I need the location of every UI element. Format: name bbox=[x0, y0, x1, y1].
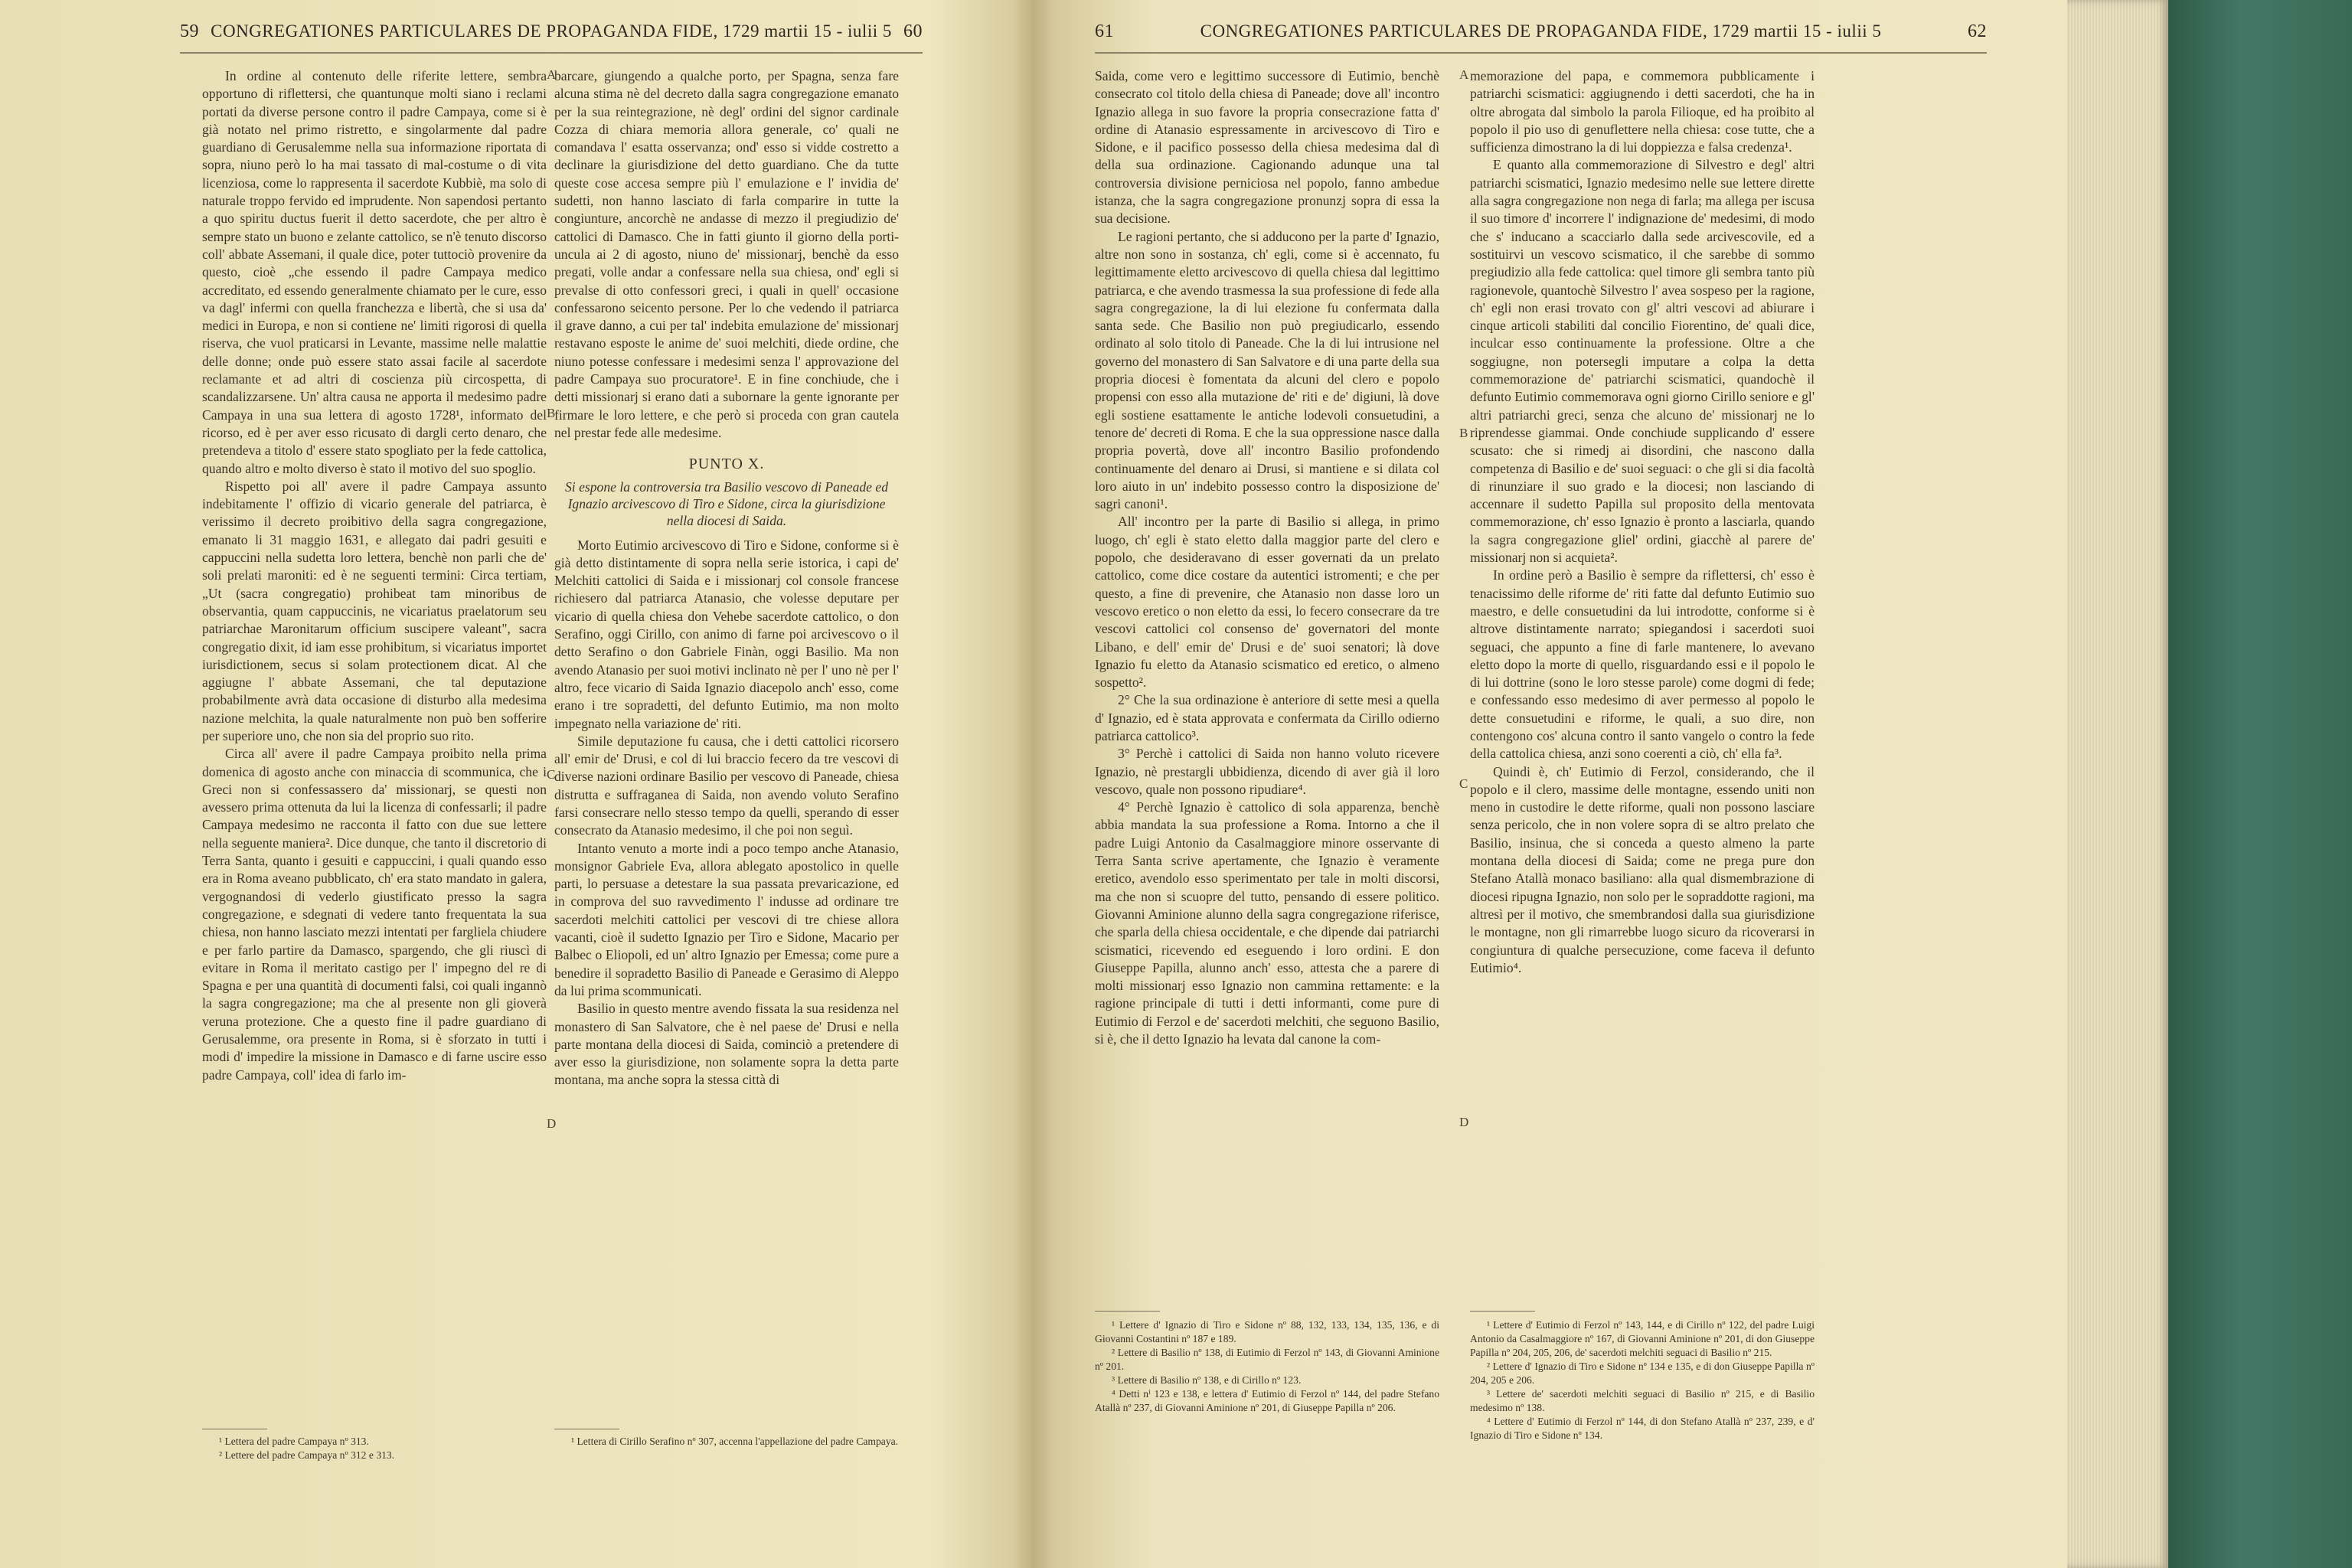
footnotes bbox=[202, 1435, 547, 1462]
paragraph: In ordine al contenuto delle riferite lettere, sembra opportuno di riflettersi, che quantunque molti siano i reclami portati da diverse persone contro il padre Campaya, come si è già notato nel primo ristretto, e singolarmente dal padre guardiano di Gerusalemme nella sua informazione riportata di sopra, niuno però lo ha mai tassato di mal-costume o di vita licenziosa, come lo rappresenta il sacerdote Kubbiè, ma solo di naturale troppo fervido ed imprudente. Non sapendosi pertanto a quo spiritu ductus fuerit il detto sacerdote, che per altro è sempre stato un buono e zelante cattolico, se n'è tenuto discorso coll' abbate Assemani, il quale dice, poter tuttociò provenire da questo, cioè „che essendo il padre Campaya medico accreditato, ed essendo generalmente chiamato per le cure, esso va dagl' infermi con quella franchezza e libertà, che si usa da' medici in Europa, e non si contiene ne' limiti rigorosi di quella riserva, che vuol praticarsi in Levante, massime nelle malattie delle donne; onde può essere stato assai facile al sacerdote reclamante et ad altri di coscienza più circospetta, di scandalizzarsene. Un' altra causa ne apporta il medesimo padre Campaya in una sua lettera di agosto 1728¹, informato del ricorso, ed è per aver esso ricusato di dargli certo denaro, che pretendeva a titolo d' essere stato spogliato per la fede cattolica, quando altro e molto diverso è stato il motivo del suo spoglio. bbox=[202, 68, 547, 476]
paragraph: Circa all' avere il padre Campaya proibito nella prima domenica di agosto anche con minaccia di scommunica, che i Greci non si confessassero da' missionarj, se questi non avessero prima ottenuta da lui la licenza di confessarli; il padre Campaya medesimo ne racconta il fatto con due sue lettere nella seguente maniera². Dice dunque, che tanto il discretorio di Terra Santa, quanto i gesuiti e cappuccini, i quali quando esso era in Roma aveano pubblicato, ch' era stato mandato in galera, vergognandosi di vederlo giustificato presso la sagra congregazione, e sdegnati di vedere tanto frequentata la sua chiesa, non hanno lasciato mezzi intentati per fargliela chiudere e per farlo partire da Damasco, spargendo, che gli riuscì di evitare in Roma il meritato castigo per l' impegno del re di Spagna e per una quantità di documenti falsi, coi quali ingannò la sagra congregazione; ma che al presente non gli gioverà veruna protezione. Che a questo fine il padre guardiano di Gerusalemme, ora presente in Roma, si è sforzato in tutti i modi d' impedire la missione in Damasco e di farne uscire esso padre Campaya, coll' idea di farlo im- bbox=[202, 746, 547, 1083]
paragraph: Morto Eutimio arcivescovo di Tiro e Sidone, conforme si è già detto distintamente di sopra nella serie istorica, i capi de' Melchiti cattolici di Saida e i missionarj col console francese richiesero dal patriarca Atanasio, che volesse deputare per vicario di quella chiesa don Vehebe sacerdote cattolico, o don Serafino, oggi Cirillo, con animo di farne poi arcivescovo o il detto Serafino o don Gabriele Finàn, oggi Basilio. Ma non avendo Atanasio per suoi motivi inclinato nè per l' uno nè per l' altro, fece vicario di Saida Ignazio diacepolo anch' esso, come erano i tre sopradetti, del defunto Eutimio, ma non molto impegnato nella variazione de' riti. bbox=[554, 537, 899, 731]
page-number: 60 bbox=[903, 21, 923, 41]
footnotes bbox=[1470, 1318, 1815, 1442]
margin-letter: B bbox=[547, 406, 556, 420]
paragraph: Basilio in questo mentre avendo fissata la sua residenza nel monastero di San Salvatore, che è nel paese de' Drusi e nella parte montana della diocesi di Saida, cominciò a pretendere di aver esso la giurisdizione, non solamente sopra la detta parte montana, ma anche sopra la stessa città di bbox=[554, 1001, 899, 1088]
running-title: CONGREGATIONES PARTICULARES DE PROPAGANDA FIDE, 1729 martii 15 - iulii 5 bbox=[1200, 21, 1882, 41]
page-edges bbox=[2067, 0, 2168, 1568]
paragraph: All' incontro per la parte di Basilio si allega, in primo luogo, ch' egli è stato eletto dalla maggior parte del clero e popolo, che desideravano di esser governati da un prelato cattolico, come dice costare da autentici istromenti; e che per questo, a fine di prevenire, che Atanasio non dasse loro un vescovo eretico o non eletto da essi, lo fecero consecrare da tre vescovi cattolici col consenso de' governatori del monte Libano, e dell' emir de' Drusi e de' suoi senatori; là dove Ignazio fu eletto da Atanasio scismatico ed eretico, o almeno sospetto². bbox=[1095, 514, 1439, 691]
paragraph: Simile deputazione fu causa, che i detti cattolici ricorsero all' emir de' Drusi, e col di lui braccio fecero da tre vescovi di diverse nazioni ordinare Basilio per vescovo di Paneade, chiesa distrutta e suffraganea di Saida, non avendo voluto Serafino farsi consecrare nello stesso tempo da quelli, sperando di esser consecrato da Atanasio medesimo, il che poi non seguì. bbox=[554, 733, 899, 838]
paragraph: Quindi è, ch' Eutimio di Ferzol, considerando, che il popolo e il clero, massime delle montagne, essendo uniti non meno in custodire le dette riforme, quali non possono lasciare senza pericolo, che in non volere sopra di se altro prelato che Basilio, insinua, che si conceda a questo almeno la parte montana della diocesi di Saida; come ne prega pure don Stefano Atallà monaco basiliano: alla qual dismembrazione di diocesi ripugna Ignazio, non solo per le sopraddotte ragioni, ma altresì per il motivo, che smembrandosi dalla sua giurisdizione le montagne, non gli rimarrebbe luogo sicuro da ricoverarsi in congiuntura di qualche persecuzione, come faceva il defunto Eutimio⁴. bbox=[1470, 763, 1815, 975]
column-left bbox=[202, 67, 547, 1423]
footnote: ⁴ Lettere d' Eutimio di Ferzol nº 144, di don Stefano Atallà nº 237, 239, e d' Ignazio di Tiro e Sidone nº 134. bbox=[1470, 1416, 1815, 1441]
margin-letter: D bbox=[1459, 1115, 1469, 1129]
footnote: ³ Lettere de' sacerdoti melchiti seguaci di Basilio nº 215, e di Basilio medesimo nº 138. bbox=[1470, 1388, 1815, 1413]
paragraph: 4° Perchè Ignazio è cattolico di sola apparenza, benchè abbia mandata la sua professione a Roma. Intorno a che il padre Luigi Antonio da Casalmaggiore minore osservante di Terra Santa scrive apertamente, che Ignazio è veramente eretico, avendolo esso sperimentato per tale in molti discorsi, ma che non si scuopre del tutto, pensando di essere politico. Giovanni Aminione alunno della sagra congregazione riferisce, che sparla della chiesa occidentale, e che dipende dai patriarchi scismatici, ricevendo ed eseguendo i loro ordini. E don Giuseppe Papilla, alunno anch' esso, attesta che a parere di molti missionarj esso Ignazio non cammina rettamente: e la ragione principale di tutti i detti informanti, come pure di Eutimio di Ferzol e de' sacerdoti melchiti, che seguono Basilio, si è, che il detto Ignazio ha levata dal canone la com- bbox=[1095, 799, 1439, 1047]
paragraph: Le ragioni pertanto, che si adducono per la parte d' Ignazio, altre non sono in sostanza, ch' egli, come si è accennato, fu legittimamente eletto arcivescovo di quella chiesa dal legittimo patriarca, e che avendo trasmessa la sua professione di fede alla sagra congregazione, la di lui elezione fu confermata dalla santa sede. Che Basilio non può pregiudicarlo, essendo ordinato al solo titolo di Paneade. Che la di lui intrusione nel governo del monastero di San Salvatore e di una parte della sua propria diocesi è fomentata da alcuni del clero e popolo propensi con esso alla mutazione de' riti e de' digiuni, là dove egli sostiene esattamente le antiche lodevoli consuetudini, a tenore de' decreti di Roma. E che la sua oppressione nasce dalla propria povertà, dove all' incontro Basilio profondendo continuamente del denaro ai Drusi, si mantiene e si dilata col loro aiuto in un' indebito possesso contro la disposizione de' sagri canoni¹. bbox=[1095, 228, 1439, 512]
margin-letter: C bbox=[1459, 776, 1468, 791]
paragraph: E quanto alla commemorazione di Silvestro e degl' altri patriarchi scismatici, Ignazio medesimo nelle sue lettere dirette alla sagra congregazione non nega di farla; ma allega per iscusa il suo timore d' incorrere l' indignazione de' medesimi, di modo che s' inducano a scacciarlo dalla sede arcivescovile, ed a sostituirvi un vescovo scismatico, il che sarebbe di sommo pregiudizio alla fede cattolica: quel timore gli sembra tanto più ragionevole, quantochè Silvestro l' avea sospeso per la ragione, ch' egli non erasi trovato con gl' altri vescovi ad abiurare i cinque articoli stabiliti dal concilio Fiorentino, de' quali dice, inculcar esso continuamente la professione. Oltre a che soggiugne, non potersegli imputare a colpa la detta commemorazione de' patriarchi scismatici, quandochè il defunto Eutimio commemorava ogni giorno Cirillo seniore e gl' altri patriarchi greci, senza che alcuno de' missionarj ne lo riprendesse giammai. Onde conchiude supplicando d' essere scusato: che si rimedj ai disordini, che nascono dalla competenza di Basilio e de' suoi seguaci: o che gli si dia facoltà di rinunziare il suo grado e la diocesi; non lasciando di accennare il sudetto Papilla sul proposito della mentovata commemorazione, ch' esso Ignazio è pronto a lasciarla, quando la sagra congregazione gliel' ordini, giacchè al parere de' missionarj non si acquieta². bbox=[1470, 157, 1815, 566]
footnote: ² Lettere del padre Campaya nº 312 e 313. bbox=[219, 1449, 395, 1461]
right-page bbox=[1064, 0, 2067, 1568]
margin-letter: C bbox=[547, 767, 556, 782]
paragraph: Rispetto poi all' avere il padre Campaya assunto indebitamente l' offizio di vicario generale del patriarca, è verissimo il decreto proibitivo della sagra congregazione, emanato li 31 maggio 1631, e allegato dai padri gesuiti e cappuccini nella sudetta loro lettera, benchè non parli che de' soli prelati maroniti: ed è ne seguenti termini: Circa tertiam, „Ut (sacra congregatio) prohibeat tam minoribus de observantia, quam cappuccinis, ne vicariatus praelatorum seu patriarchae Maronitarum officium suscipere valeant", sacra congregatio dixit, id iam esse prohibitum, si vicariatus importet iurisdictionem, secus si solam protectionem dicat. Al che aggiugne l' abbate Assemani, che tal deputazione probabilmente avrà data occasione di disturbo alla medesima nazione melchita, la quale naturalmente non può ben sofferire per superiore uno, che non sia del proprio suo rito. bbox=[202, 478, 547, 743]
page-number: 59 bbox=[180, 21, 199, 41]
footnote-rule bbox=[1470, 1311, 1535, 1312]
margin-letter: B bbox=[1459, 426, 1468, 440]
section-title: PUNTO X. bbox=[688, 456, 765, 473]
running-title: CONGREGATIONES PARTICULARES DE PROPAGANDA FIDE, 1729 martii 15 - iulii 5 bbox=[211, 21, 892, 41]
footnote: ² Lettere di Basilio nº 138, di Eutimio di Ferzol nº 143, di Giovanni Aminione nº 201. bbox=[1095, 1347, 1439, 1372]
section-subtitle: Si espone la controversia tra Basilio vescovo di Paneade ed Ignazio arcivescovo di Tiro e Sidone, circa la giurisdizione nella diocesi di Saida. bbox=[565, 479, 888, 528]
running-head bbox=[180, 21, 923, 42]
footnote: ² Lettere d' Ignazio di Tiro e Sidone nº 134 e 135, e di don Giuseppe Papilla nº 204, 205 e 206. bbox=[1470, 1361, 1815, 1386]
footnote-rule bbox=[1095, 1311, 1160, 1312]
column-right bbox=[554, 67, 899, 1423]
footnote: ¹ Lettera di Cirillo Serafino nº 307, accenna l'appellazione del padre Campaya. bbox=[571, 1436, 899, 1447]
footnotes bbox=[554, 1435, 899, 1449]
paragraph: barcare, giungendo a qualche porto, per Spagna, senza fare alcuna stima nè del decreto dalla sagra congregazione emanato per la sua reintegrazione, nè degl' ordini del signor cardinale Cozza di chiara memoria allora generale, co' quali ne comandava l' esatta osservanza; ond' esso si vidde costretto a declinare la giurisdizione del detto guardiano. Che da tutte queste cose accesa sempre più l' emulazione e l' invidia de' sudetti, non hanno lasciato di farla comparire in tutte la congiunture, ancorchè ne andasse di mezzo il pregiudizio de' cattolici di Damasco. Che in fatti giunto il giorno della porti-uncula ai 2 di agosto, niuno de' missionarj, benchè da esso pregati, volle andar a confessare nella sua chiesa, ond' egli si prevalse di otto confessori greci, i quali in quell' occasione confessarono seicento persone. Per lo che vedendo il patriarca il grave danno, a cui per tal' indebita emulazione de' missionarj restavano esposte le anime de' suoi melchiti, diede ordine, che niuno potesse confessare i medesimi senza l' approvazione del padre Campaya suo procuratore¹. E in fine conchiude, che i detti missionarj si erano dati a subornare la gente ignorante per firmare le loro lettere, e che però si proceda con gran cautela nel prestar fede alle medesime. bbox=[554, 68, 899, 440]
paragraph: 2° Che la sua ordinazione è anteriore di sette mesi a quella d' Ignazio, ed è stata approvata e confermata da Cirillo odierno patriarca cattolico³. bbox=[1095, 692, 1439, 743]
paragraph: Saida, come vero e legittimo successore di Eutimio, benchè consecrato col titolo della chiesa di Paneade; dove all' incontro Ignazio allega in suo favore la propria consecrazione fatta d' ordine di Atanasio espressamente in arcivescovo di Tiro e Sidone, e il pacifico possesso della chiesa medesima dal dì della sua ordinazione. Cagionando adunque una tal controversia divisione perniciosa nel popolo, fanno ambedue istanza, che la sagra congregazione pronunzj sopra di essa la sua decisione. bbox=[1095, 68, 1439, 227]
header-rule bbox=[180, 52, 923, 54]
margin-letter: D bbox=[547, 1116, 557, 1131]
column-left bbox=[1095, 67, 1439, 1296]
margin-letter: A bbox=[1459, 67, 1469, 82]
footnote: ¹ Lettere d' Eutimio di Ferzol nº 143, 144, e di Cirillo nº 122, del padre Luigi Antonio da Casalmaggiore nº 167, di Giovanni Aminione nº 201, di don Giuseppe Papilla nº 204, 205, 206, de' sacerdoti melchiti seguaci di Basilio nº 215. bbox=[1470, 1319, 1815, 1358]
margin-letter: A bbox=[547, 67, 557, 82]
footnote: ¹ Lettera del padre Campaya nº 313. bbox=[219, 1436, 369, 1447]
page-number: 62 bbox=[1968, 21, 1987, 41]
paragraph: In ordine però a Basilio è sempre da riflettersi, ch' esso è tenacissimo delle riforme de' riti fatte dal defunto Eutimio suo maestro, e delle consuetudini da lui introdotte, conforme si è altrove distintamente narrato; spiegandosi i sacerdoti suoi seguaci, che appunto a fine di farle mantenere, lo avevano eletto dopo la morte di quello, risguardando essi e il popolo le di lui dottrine (sono le loro stesse parole) come dogmi di fede; e confessando esso medesimo di aver permesso al popolo le dette consuetudini e riforme, le quali, a suo dire, non contengono cos' alcuna contro il santo vangelo o contro la fede della cattolica chiesa, anzi sono coerenti a ciò, ch' ella fa³. bbox=[1470, 567, 1815, 762]
footnote: ¹ Lettere d' Ignazio di Tiro e Sidone nº 88, 132, 133, 134, 135, 136, e di Giovanni Costantini nº 187 e 189. bbox=[1095, 1319, 1439, 1344]
book-cover bbox=[2168, 0, 2352, 1568]
left-page bbox=[0, 0, 995, 1568]
footnote: ³ Lettere di Basilio nº 138, e di Cirillo nº 123. bbox=[1112, 1374, 1302, 1386]
paragraph: Intanto venuto a morte indi a poco tempo anche Atanasio, monsignor Gabriele Eva, allora ablegato apostolico in quelle parti, lo persuase a detestare la sua passata prevaricazione, ed in comprova del suo ravvedimento l' indusse ad ordinare tre sacerdoti melchiti cattolici per vescovi di tre chiese allora vacanti, cioè il sudetto Ignazio per Tiro e Sidone, Macario per Balbec o Eliopoli, ed un' altro Ignazio per Emessa; come pure a benedire il sopradetto Basilio di Paneade e Gerasimo di Aleppo da lui prima scommunicati. bbox=[554, 840, 899, 998]
page-number: 61 bbox=[1095, 21, 1114, 41]
footnote: ⁴ Detti nⁱ 123 e 138, e lettera d' Eutimio di Ferzol nº 144, del padre Stefano Atallà nº 237, di Giovanni Aminione nº 201, di Giuseppe Papilla nº 206. bbox=[1095, 1388, 1439, 1413]
running-head bbox=[1095, 21, 1987, 42]
paragraph: 3° Perchè i cattolici di Saida non hanno voluto ricevere Ignazio, nè prestargli ubbidienza, dicendo di aver già il loro vescovo, quale non possono ripudiare⁴. bbox=[1095, 746, 1439, 797]
column-right bbox=[1470, 67, 1815, 1296]
header-rule bbox=[1095, 52, 1987, 54]
footnotes bbox=[1095, 1318, 1439, 1415]
paragraph: memorazione del papa, e commemora pubblicamente i patriarchi scismatici: aggiugnendo i detti sacerdoti, che ha in oltre abrogata dal simbolo la parola Filioque, ed ha proibito al popolo il pio uso di genuflettere nella chiesa: cose tutte, che a sufficienza dimostrano la di lui doppiezza e falsa credenza¹. bbox=[1470, 68, 1815, 155]
